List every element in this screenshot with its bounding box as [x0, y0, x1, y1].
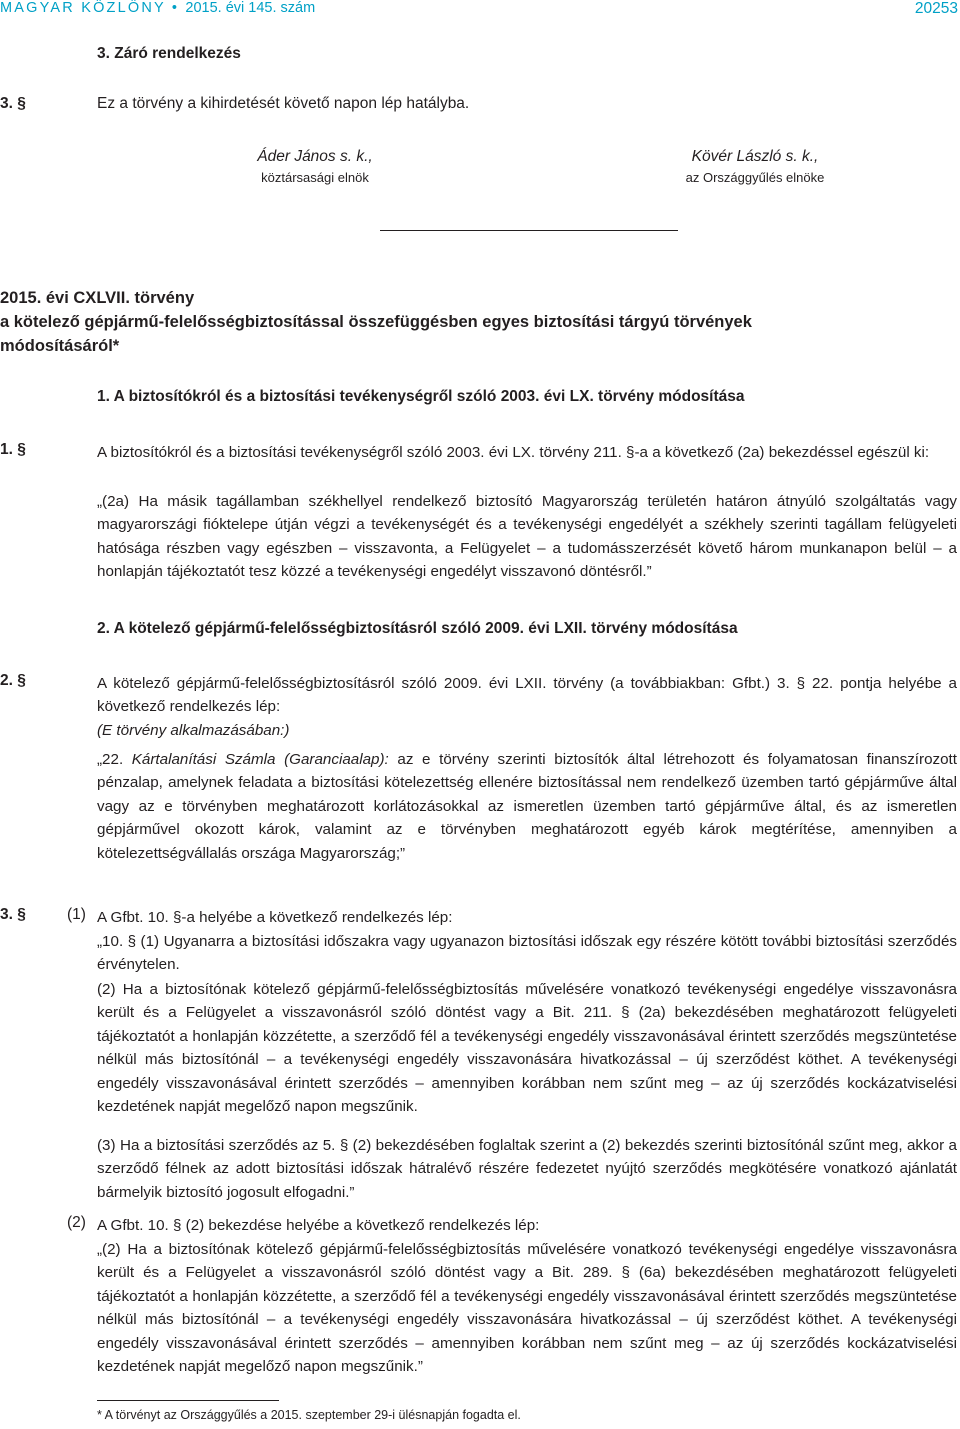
law-subject: a kötelező gépjármű-felelősségbiztosítással összefüggésben egyes biztosítási tárgyú törvények	[0, 313, 752, 331]
section-2-number: 2. §	[0, 672, 26, 689]
signature-title: köztársasági elnök	[261, 170, 369, 185]
section-1-quote: „(2a) Ha másik tagállamban székhellyel rendelkező biztosító Magyarország területén határon átnyúló szolgáltatás vagy magyarországi fióktelepe útján végzi a tevékenységét és a tevékenységi engedélyét a székhely szerinti tagállam felügyeleti hatósága részben vagy egészben – visszavonta, a Felügyelet – a tudomásszerzését követő három munkanapon belül – a honlapján tájékoztatót tesz közzé a tevékenységi engedélyt visszavonó döntésről.”	[97, 493, 957, 581]
law-subject-cont: módosításáról*	[0, 337, 120, 355]
quote-body: az e törvény szerinti biztosítók által létrehozott és folyamatosan finanszírozott pénzalap, amelynek feladata a biztosítási kötelezettség ellenére biztosítással nem rendelkező üzemben tartó gépjárműve által vagy az e törvényben meghatározott korlátozásokkal az ismeretlen üzemben tartó gépjárműve által, és az ismeretlen gépjárművel okozott károk, valamint az e törvényben meghatározott egyéb károk megtérítése, amennyiben a kötelezettségvállalás országa Magyarország;”	[97, 751, 957, 862]
paragraph-1-quote-1: „10. § (1) Ugyanarra a biztosítási időszakra vagy ugyanazon biztosítási időszak egy részére kötött további biztosítási szerződés érvénytelen.	[97, 933, 957, 974]
paragraph-2-intro: A Gfbt. 10. § (2) bekezdése helyébe a következő rendelkezés lép:	[97, 1217, 540, 1234]
section-2-quote	[97, 748, 957, 865]
section-2-intro: A kötelező gépjármű-felelősségbiztosításról szóló 2009. évi LXII. törvény (a továbbiakban: Gfbt.) 3. § 22. pontja helyébe a következő rendelkezés lép:	[97, 675, 957, 716]
section-1-intro: A biztosítókról és a biztosítási tevékenységről szóló 2003. évi LX. törvény 211. §-a a következő (2a) bekezdéssel egészül ki:	[97, 444, 930, 461]
footnote-rule	[97, 1400, 279, 1401]
paragraph-1-quote-2: (2) Ha a biztosítónak kötelező gépjármű-felelősségbiztosítás művelésére vonatkozó tevékenységi engedélye visszavonásra került és a Felügyelet a visszavonásról szóló döntést vagy a Bit. 211. § (2a) bekezdésében meghatározott felügyeleti tájékoztatót a honlapján közzétette, a szerződő fél a tevékenységi engedély visszavonásával érintett szerződés megszüntetése nélkül más biztosítónál – a tevékenységi engedély visszavonására hivatkozással – új szerződést köthet. A tevékenységi engedély visszavonásával érintett szerződés – amennyiben korábban nem szűnt meg – az új szerződés kockázatviselési kezdetének napját megelőző napon megszűnik.	[97, 981, 957, 1116]
signature-speaker	[640, 148, 870, 185]
section-2-applicability: (E törvény alkalmazásában:)	[97, 722, 290, 739]
paragraph-1-quote-3: (3) Ha a biztosítási szerződés az 5. § (2) bekezdésében foglaltak szerint a (2) bekezdés szerinti biztosítónál szűnt meg, akkor a szerződő félnek az adott biztosítási időszak hátralévő részére fedezetet nyújtó szerződés megkötésére vonatkozó ajánlatát bármelyik biztosító jogosult elfogadni.”	[97, 1137, 957, 1201]
paragraph-2-label: (2)	[67, 1214, 86, 1231]
paragraph-2-quote: „(2) Ha a biztosítónak kötelező gépjármű-felelősségbiztosítás művelésére vonatkozó tevékenységi engedélye visszavonásra került és a Felügyelet a visszavonásról szóló döntést vagy a Bit. 289. § (6a) bekezdésében meghatározott felügyeleti tájékoztatót a honlapján közzétette, a szerződő fél a tevékenységi engedély visszavonásával érintett szerződés megszüntetése nélkül más biztosítónál – a tevékenységi engedély visszavonására hivatkozással – új szerződést köthet. A tevékenységi engedély visszavonásával érintett szerződés – amennyiben korábban nem szűnt meg – az új szerződés kockázatviselési kezdetének napját megelőző napon megszűnik.”	[97, 1241, 957, 1376]
signature-title: az Országgyűlés elnöke	[685, 170, 825, 185]
paragraph-1-intro: A Gfbt. 10. §-a helyébe a következő rendelkezés lép:	[97, 909, 453, 926]
section-1-number: 1. §	[0, 441, 26, 458]
paragraph-1-label: (1)	[67, 906, 86, 923]
quote-prefix: „22.	[97, 751, 132, 768]
closing-section-number: 3. §	[0, 95, 26, 112]
closing-heading: 3. Záró rendelkezés	[97, 45, 241, 62]
journal-name: MAGYAR KÖZLÖNY	[0, 0, 166, 16]
issue-label: 2015. évi 145. szám	[185, 0, 316, 16]
closing-text: Ez a törvény a kihirdetését követő napon lép hatályba.	[97, 95, 470, 112]
defined-term: Kártalanítási Számla (Garanciaalap):	[131, 751, 389, 768]
separator-line	[380, 230, 678, 231]
footnote: * A törvényt az Országgyűlés a 2015. szeptember 29-i ülésnapján fogadta el.	[97, 1408, 521, 1422]
signature-name: Áder János s. k.,	[257, 148, 373, 165]
running-header	[0, 0, 315, 16]
signature-name: Kövér László s. k.,	[691, 148, 819, 165]
section-1-heading: 1. A biztosítókról és a biztosítási tevékenységről szóló 2003. évi LX. törvény módosítása	[97, 388, 745, 405]
page-number: 20253	[914, 0, 958, 17]
header-bullet: •	[171, 0, 180, 16]
law-number: 2015. évi CXLVII. törvény	[0, 289, 195, 307]
section-2-heading: 2. A kötelező gépjármű-felelősségbiztosításról szóló 2009. évi LXII. törvény módosítása	[97, 620, 738, 637]
signature-president	[210, 148, 420, 185]
section-3-number: 3. §	[0, 906, 26, 923]
law-title	[0, 286, 752, 358]
